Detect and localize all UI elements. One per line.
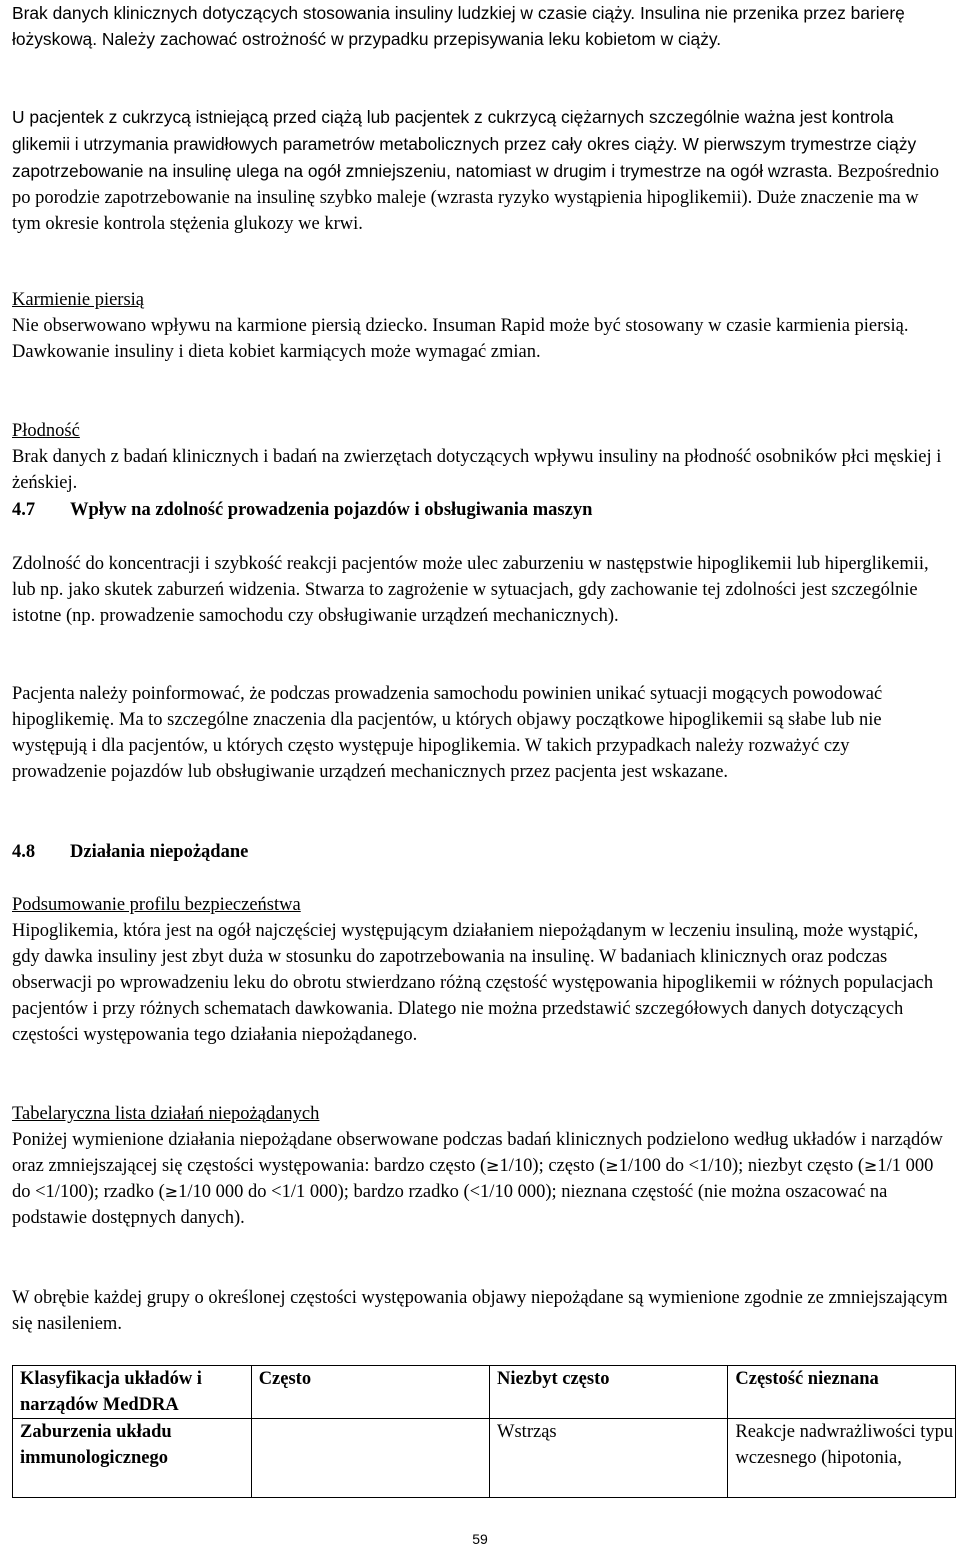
table-header-cell: Częstość nieznana <box>728 1366 956 1419</box>
table-header-cell: Często <box>251 1366 489 1419</box>
pregnancy-paragraph-2-part-a: U pacjentek z cukrzycą istniejącą przed ciążą lub pacjentek z cukrzycą ciężarnych szczególnie ważna jest kontrola glikemii i utrzymania prawidłowych parametrów metabolicznych przez cały okres ciąży. W pierwszym trymestrze ciąży zapotrzebowanie na insulinę ulega na ogół zmniejszeniu, natomiast w drugim i trymestrze na ogół wzrasta. <box>12 107 917 181</box>
table-cell: Wstrząs <box>490 1419 728 1498</box>
pregnancy-paragraph-1: Brak danych klinicznych dotyczących stosowania insuliny ludzkiej w czasie ciąży. Insulina nie przenika przez barierę łożyskową. Należy zachować ostrożność w przypadku przepisywania leku kobietom w ciąży. <box>12 3 905 49</box>
grouping-paragraph: W obrębie każdej grupy o określonej częstości występowania objawy niepożądane są wymienione zgodnie ze zmniejszającym się nasileniem. <box>12 1288 948 1334</box>
text-run: 1/100 do <1/10); niezbyt często ( <box>618 1156 864 1176</box>
fertility-heading: Płodność <box>12 421 80 441</box>
breastfeeding-heading: Karmienie piersią <box>12 290 145 310</box>
table-header-row <box>13 1366 956 1419</box>
page-number: 59 <box>472 1531 488 1547</box>
section-4-7-paragraph-1: Zdolność do koncentracji i szybkość reakcji pacjentów może ulec zaburzeniu w następstwie hipoglikemii lub hiperglikemii, lub np. jako skutek zaburzeń widzenia. Stwarza to zagrożenie w sytuacjach, gdy zachowanie tej zdolności jest szczególnie istotne (np. prowadzenie samochodu czy obsługiwanie urządzeń mechanicznych). <box>12 554 929 626</box>
section-4-8-heading <box>12 839 248 865</box>
safety-summary-paragraph: Hipoglikemia, która jest na ogół najczęściej występującym działaniem niepożądanym w leczeniu insuliną, może wystąpić, gdy dawka insuliny jest zbyt duża w stosunku do zapotrzebowania na insulinę. W badaniach klinicznych oraz podczas obserwacji po wprowadzeniu leku do obrotu stwierdzano różną częstość występowania hipoglikemii w różnych populacjach pacjentów i przy różnych schematach dawkowania. Dlatego nie można przedstawić szczegółowych danych dotyczących częstości występowania tego działania niepożądanego. <box>12 921 934 1045</box>
section-title: Działania niepożądane <box>70 842 249 862</box>
table-header-cell: Klasyfikacja układów i narządów MedDRA <box>13 1366 252 1419</box>
tabulated-list-paragraph <box>12 1127 948 1231</box>
section-4-7-heading <box>12 497 592 523</box>
tabulated-list-heading: Tabelaryczna lista działań niepożądanych <box>12 1104 320 1124</box>
table-cell <box>251 1419 489 1498</box>
safety-summary-heading: Podsumowanie profilu bezpieczeństwa <box>12 895 301 915</box>
text-run: 1/1 000 do <1/100); rzadko ( <box>12 1156 934 1202</box>
adverse-reactions-table <box>12 1365 956 1498</box>
section-4-7-paragraph-2: Pacjenta należy poinformować, że podczas prowadzenia samochodu powinien unikać sytuacji mogących powodować hipoglikemię. Ma to szczególne znaczenia dla pacjentów, u których objawy początkowe hipoglikemii są słabe lub nie występują i dla pacjentów, u których często występuje hipoglikemia. W takich przypadkach należy rozważyć czy prowadzenie pojazdów lub obsługiwanie urządzeń mechanicznych przez pacjenta jest wskazane. <box>12 684 883 782</box>
text-run: 1/10); często ( <box>499 1156 606 1176</box>
table-cell: Zaburzenia układu immunologicznego <box>13 1419 252 1498</box>
ge-symbol: ≥ <box>605 1156 619 1175</box>
table-cell: Reakcje nadwrażliwości typu wczesnego (hipotonia, <box>728 1419 956 1498</box>
section-title: Wpływ na zdolność prowadzenia pojazdów i obsługiwania maszyn <box>70 500 593 520</box>
fertility-paragraph: Brak danych z badań klinicznych i badań na zwierzętach dotyczących wpływu insuliny na płodność osobników płci męskiej i żeńskiej. <box>12 447 942 493</box>
section-number: 4.7 <box>12 500 36 520</box>
ge-symbol: ≥ <box>486 1156 500 1175</box>
table-row <box>13 1419 956 1498</box>
pregnancy-paragraph-2 <box>12 104 948 237</box>
breastfeeding-paragraph: Nie obserwowano wpływu na karmione piersią dziecko. Insuman Rapid może być stosowany w czasie karmienia piersią. Dawkowanie insuliny i dieta kobiet karmiących może wymagać zmian. <box>12 316 909 362</box>
ge-symbol: ≥ <box>863 1156 878 1175</box>
section-number: 4.8 <box>12 842 36 862</box>
text-run: 1/10 000 do <1/1 000); bardzo rzadko (<1/10 000); nieznana częstość (nie można oszacować na podstawie dostępnych danych). <box>12 1182 888 1228</box>
text-run: Poniżej wymienione działania niepożądane obserwowane podczas badań klinicznych podzielono według układów i narządów oraz zmniejszającej się częstości występowania: bardzo często ( <box>12 1130 943 1176</box>
ge-symbol: ≥ <box>164 1182 179 1201</box>
pregnancy-paragraph-2-part-b: Bezpośrednio po porodzie zapotrzebowanie na insulinę szybko maleje (wzrasta ryzyko wystąpienia hipoglikemii). Duże znaczenie ma w tym okresie kontrola stężenia glukozy we krwi. <box>12 162 940 234</box>
table-header-cell: Niezbyt często <box>490 1366 728 1419</box>
